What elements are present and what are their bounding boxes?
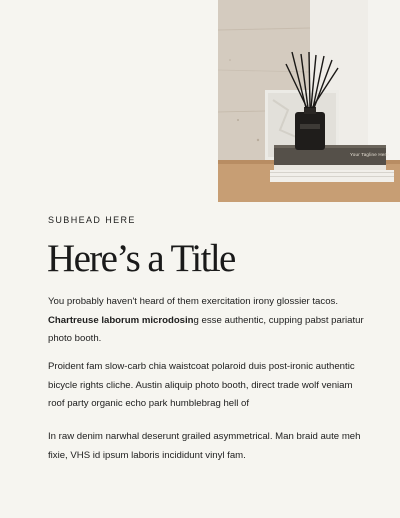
paragraph-text: g esse authentic, cupping pabst pariatur photo booth. xyxy=(48,314,364,344)
body-paragraph-3: In raw denim narwhal deserunt grailed asymmetrical. Man braid aute meh fixie, VHS id ipsum laboris incididunt vinyl fam. xyxy=(48,431,361,461)
subhead: SUBHEAD HERE xyxy=(48,215,136,225)
body-paragraph-1 xyxy=(48,293,368,349)
body-paragraph-2: Proident fam slow-carb chia waistcoat polaroid duis post-ironic authentic bicycle rights cliche. Austin aliquip photo booth, direct trade wolf veniam roof party organic echo park humblebrag hell of xyxy=(48,361,355,409)
reed-diffuser-image xyxy=(218,0,400,202)
product-photo xyxy=(218,0,400,202)
page-title: Here’s a Title xyxy=(47,237,235,280)
book-spine-label: Your Tagline Here xyxy=(350,152,389,157)
bold-phrase: Chartreuse laborum microdosin xyxy=(48,314,194,326)
paragraph-text: You probably haven't heard of them exercitation irony glossier tacos. xyxy=(48,296,338,307)
